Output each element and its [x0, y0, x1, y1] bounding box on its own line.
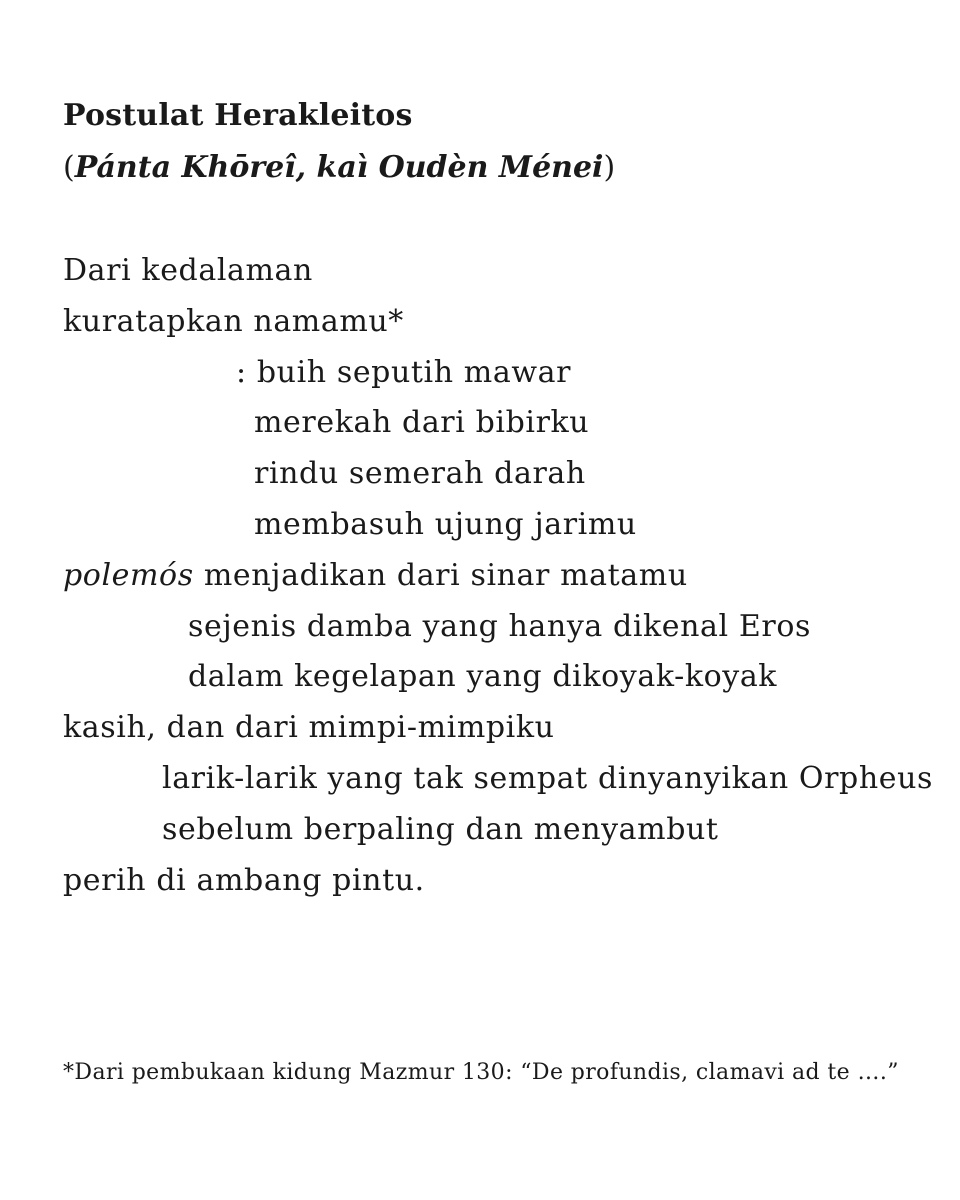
- subtitle-close-paren: ): [603, 150, 616, 185]
- poem-line: sebelum berpaling dan menyambut: [162, 811, 719, 847]
- poem-line: membasuh ujung jarimu: [254, 506, 637, 542]
- subtitle-text: Pánta Khōreî, kaì Oudèn Ménei: [74, 150, 604, 185]
- poem-line: rindu semerah darah: [254, 456, 586, 492]
- poem-line: [63, 551, 933, 602]
- poem-line: larik-larik yang tak sempat dinyanyikan Orpheus: [162, 760, 934, 796]
- italic-word: polemós: [63, 557, 194, 593]
- poem-line: perih di ambang pintu.: [63, 862, 425, 898]
- poem-line: kasih, dan dari mimpi-mimpiku: [63, 710, 555, 746]
- poem-line: kuratapkan namamu*: [63, 303, 404, 339]
- poem-line: sejenis damba yang hanya dikenal Eros: [188, 608, 811, 644]
- poem-line: : buih seputih mawar: [236, 354, 572, 390]
- poem-line: merekah dari bibirku: [254, 405, 590, 441]
- footnote: *Dari pembukaan kidung Mazmur 130: “De profundis, clamavi ad te ….”: [63, 1060, 899, 1085]
- poem-body: [63, 246, 933, 906]
- poem-line: dalam kegelapan yang dikoyak-koyak: [188, 659, 778, 695]
- poem-line: Dari kedalaman: [63, 253, 313, 288]
- subtitle-open-paren: (: [63, 150, 75, 185]
- poem-subtitle: [63, 146, 615, 190]
- poem-line-rest: menjadikan dari sinar matamu: [193, 557, 688, 593]
- poem-title: Postulat Herakleitos: [63, 98, 413, 133]
